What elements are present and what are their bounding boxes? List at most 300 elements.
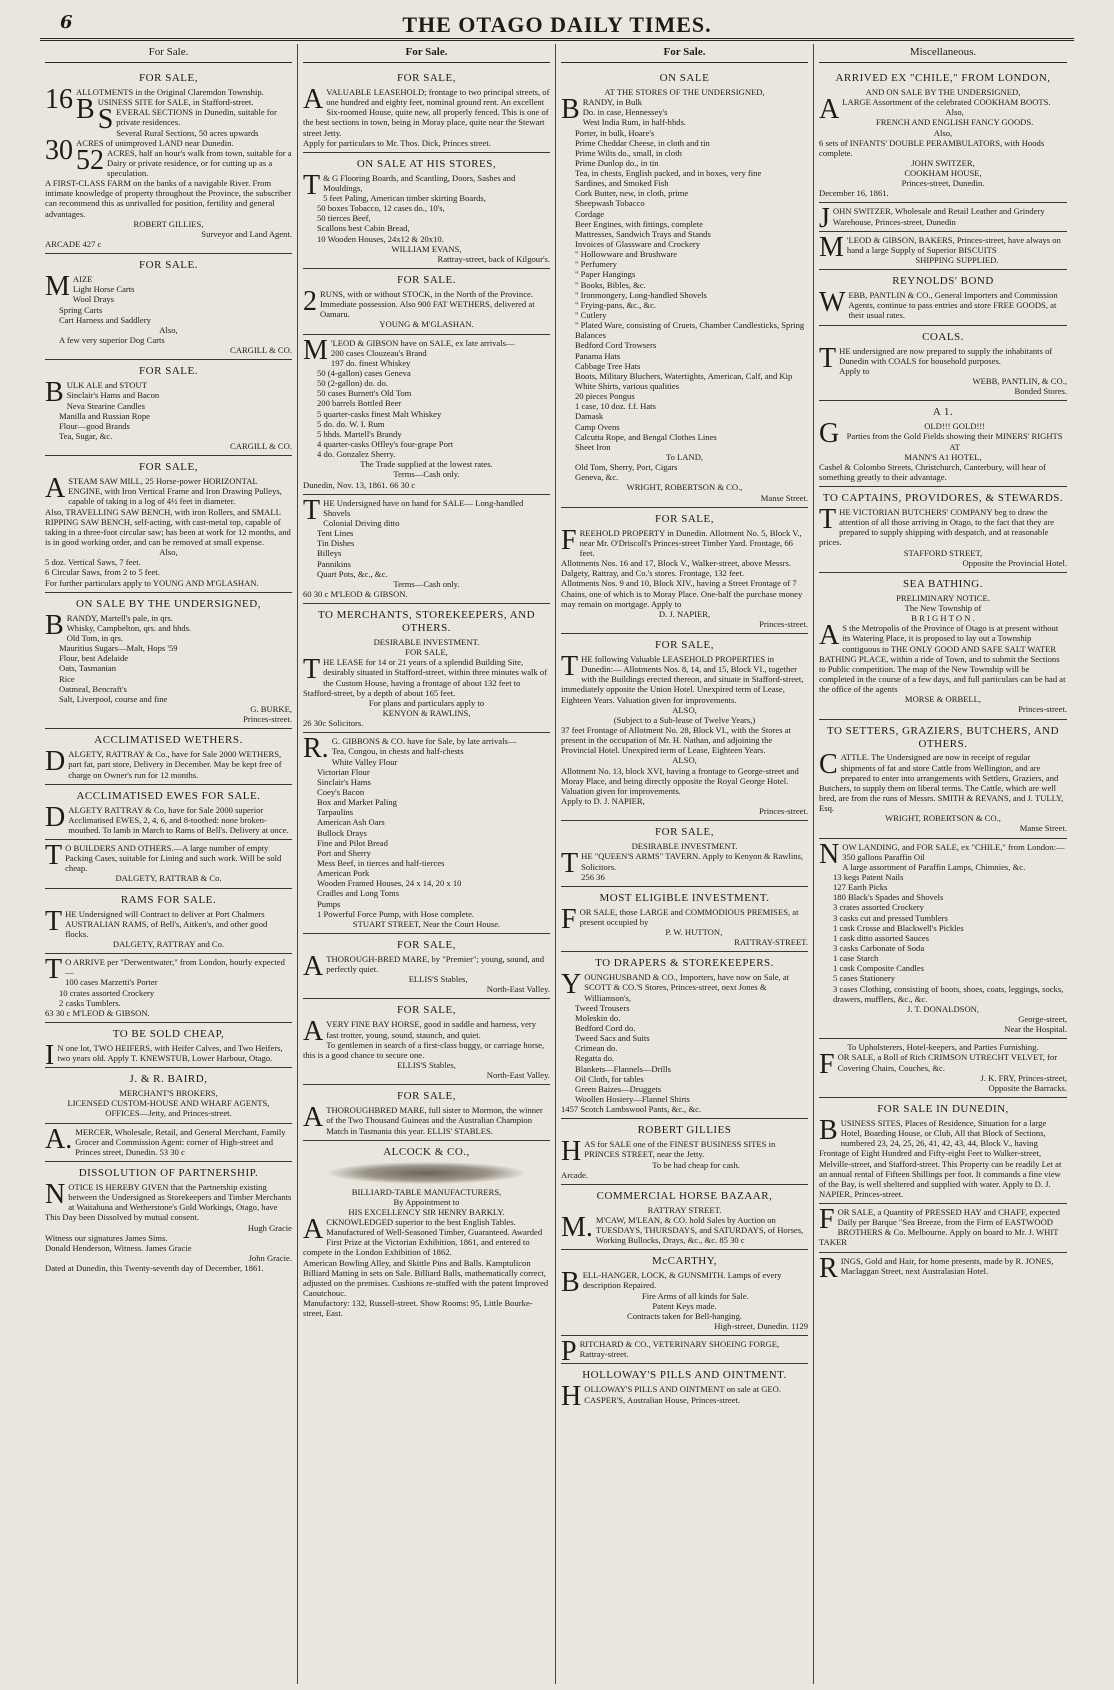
drop-cap: N [819, 838, 840, 870]
ad-line: 16 ALLOTMENTS in the Original Claremdon Township. [45, 83, 264, 115]
ad-line: ELLIS'S Stables, [408, 974, 468, 985]
drop-cap: B [561, 94, 580, 126]
advertisement [819, 401, 1067, 487]
ad-line: Damask [575, 411, 604, 422]
ad-line: Sinclair's Hams and Bacon [66, 390, 160, 401]
ad-line: Quart Pots, &c., &c. [317, 568, 388, 579]
ad-line: BRANDY, Martell's pale, in qrs. [45, 609, 173, 641]
ad-line: Whisky, Campbelton, qrs. and hhds. [66, 622, 192, 633]
ad-line: Flour—good Brands [59, 420, 130, 431]
drop-cap: Y [561, 969, 582, 1001]
ad-line: 30 ACRES of unimproved LAND near Dunedin. [45, 134, 234, 166]
ad-line: Tweed Sacs and Suits [575, 1033, 650, 1044]
ad-line: Spring Carts [59, 304, 103, 315]
advertisement [303, 269, 550, 335]
ad-line: Neva Stearine Candles [66, 400, 145, 411]
ad-line: Cordage [575, 208, 605, 219]
ad-line: Bonded Stores. [1014, 386, 1067, 397]
ad-line: DESIRABLE INVESTMENT. [631, 841, 738, 852]
ad-line: Cradles and Long Toms [317, 888, 400, 899]
ad-line: Panama Hats [575, 350, 621, 361]
ad-line: Wool Drays [72, 294, 114, 305]
ad-line: Tweed Trousers [575, 1002, 630, 1013]
ad-line: (Subject to a Sub-lease of Twelve Years,) [613, 714, 756, 725]
ad-line: Flour, best Adelaide [59, 653, 129, 664]
ad-title: ROBERT GILLIES [637, 1124, 732, 1137]
drop-cap: B [76, 94, 95, 126]
column-3 [556, 44, 814, 1684]
ad-title: McCARTHY, [651, 1255, 718, 1268]
ad-line: Cashel & Colombo Streets, Christchurch, Canterbury, will hear of something greatly to their advantage. [819, 461, 1046, 482]
advertisement [819, 1204, 1067, 1253]
ad-line: 50 (2-gallon) do. do. [317, 378, 388, 389]
ad-line: 3 cases Clothing, consisting of boots, shoes, coats, leggings, socks, drawers, mufflers, &c., &c. [833, 983, 1064, 1004]
ad-line: NOW LANDING, and FOR SALE, ex "CHILE," from London:— [819, 838, 1065, 870]
drop-cap: T [303, 654, 321, 686]
ad-line: Apply for particulars to Mr. Thos. Dick, Princes street. [303, 137, 491, 148]
ad-line: DALGETY, RATTRAB & Co. [115, 873, 222, 884]
drop-cap: G [819, 418, 840, 450]
ad-line: HOLLOWAY'S PILLS AND OINTMENT on sale at GEO. CASPER'S, Australian House, Princes-street. [561, 1381, 782, 1413]
drop-cap: A [303, 83, 324, 115]
drop-cap: T [303, 494, 321, 526]
ad-line: HIS EXCELLENCY SIR HENRY BARKLY. [348, 1206, 505, 1217]
ad-line: BULK ALE and STOUT [45, 377, 147, 409]
ad-line: A few very superior Dog Carts [59, 335, 165, 345]
ad-line: A FIRST-CLASS FARM on the banks of a navigable River. From intimate knowledge of property throughout the Province, the subscriber can recommend this as unrivalled for position, fertility and general advantages. [45, 178, 292, 219]
ad-line: JOHN SWITZER, Wholesale and Retail Leather and Grindery Warehouse, Princes-street, Dunedin [819, 203, 1045, 235]
drop-cap: R. [303, 733, 329, 765]
advertisement [303, 934, 550, 1000]
drop-cap: F [561, 903, 577, 935]
ad-line: A VERY FINE BAY HORSE, good in saddle and harness, very fast trotter, young, sound, staunch, and quiet. [303, 1016, 537, 1048]
ad-line: RATTRAY STREET. [647, 1204, 722, 1215]
ad-line: 26 30c Solicitors. [303, 718, 364, 729]
ad-line: Apply to D. J. NAPIER, [561, 796, 645, 807]
ad-line: " Frying-pans, &c., &c. [575, 299, 657, 310]
drop-cap: J [819, 203, 830, 235]
ad-line: Prime Dunlop do., in tin [575, 157, 659, 168]
ad-line: 50 cases Burnett's Old Tom [317, 388, 412, 399]
advertisement [45, 889, 292, 955]
column-header: For Sale. [45, 44, 292, 63]
drop-cap: B [45, 377, 64, 409]
drop-cap: I [45, 1039, 55, 1071]
ad-line: To LAND, [665, 452, 704, 462]
ad-line: " Cutlery [575, 310, 607, 321]
ad-line: Old Tom, Sherry, Port, Cigars [575, 462, 678, 473]
ad-line: Pumps [317, 898, 341, 909]
ad-line: AT THE STORES OF THE UNDERSIGNED, [604, 86, 765, 97]
advertisement [45, 593, 292, 730]
ad-line: By Appointment to [393, 1196, 460, 1207]
drop-cap: 30 [45, 134, 73, 166]
ad-line: BILLIARD-TABLE MANUFACTURERS, [351, 1186, 502, 1197]
ad-line: Green Baizes—Druggets [575, 1083, 662, 1094]
ad-line: I N one lot, TWO HEIFERS, with Heifer Calves, and Two Heifers, two years old. Apply T. KNEWSTUB, Lower Harbour, Otago. [45, 1039, 283, 1071]
advertisement [819, 1252, 1067, 1284]
ad-line: WEBB, PANTLIN & CO., General Importers and Commission Agents, continue to pass entries and store FREE GOODS, at their usual rates. [819, 287, 1058, 321]
ad-line: 50 boxes Tobacco, 12 cases do., 10's, [317, 203, 445, 214]
ad-line: 197 do. finest Whiskey [330, 357, 411, 368]
ad-line: 200 barrels Bottled Beer [317, 398, 402, 409]
ad-title: FOR SALE IN DUNEDIN, [877, 1102, 1009, 1115]
ad-title: FOR SALE. [397, 274, 456, 287]
ad-title: TO SETTERS, GRAZIERS, BUTCHERS, AND OTHERS. [826, 724, 1060, 750]
ad-line: BUSINESS SITES, Places of Residence, Situation for a large Hotel, Boarding House, or Club, All that Block of Sections, numbered 23, 24, 25, 26, 41, 42, 43, 44, Block V., having Frontage of Eight Hundred and Fifty-eight Feet to Walker-street, Melville-street, and Stafford-street. This Property can be readily Let at an annual rental of Fifteen Shillings per foot. It commands a fine view of the Bay, is well sheltered and supplied with water. Apply to D. J. NAPIER, Princes-street. [819, 1114, 1062, 1199]
drop-cap: N [45, 1179, 66, 1211]
ad-line: THE LEASE for 14 or 21 years of a splendid Building Site, desirably situated in Stafford-street, within three minutes walk of the Custom House, having a frontage of about 132 feet to Stafford-street, by a depth of about 165 feet. [303, 654, 548, 698]
ad-title: FOR SALE, [655, 639, 714, 652]
newspaper-title: THE OTAGO DAILY TIMES. [402, 12, 712, 37]
advertisement [45, 456, 292, 593]
ad-line: Geneva, &c. [575, 472, 619, 483]
ad-line: White Shirts, various qualities [575, 381, 680, 392]
column-header: Miscellaneous. [819, 44, 1067, 63]
ad-line: M. M'CAW, M'LEAN, & CO. hold Sales by Auction on TUESDAYS, THURSDAYS, and SATURDAYS, of Horses, Working Bullocks, Drays, &c., &c. 85 30 c [561, 1211, 804, 1246]
drop-cap: F [819, 1049, 835, 1081]
ad-line: CATTLE. The Undersigned are now in receipt of regular shipments of fat and store Cattle from Wellington, and are prepared to enter into arrangements with Settlers, Graziers, and Butchers, to supply them on liberal terms. The Cattle, which are well bred, are from the runs of Messrs. SMITH & REVANS, and J. TULLY, Esq. [819, 749, 1064, 814]
drop-cap: T [45, 905, 63, 937]
column-2 [298, 44, 556, 1684]
ad-line: STAFFORD STREET, [903, 547, 983, 558]
ad-line: LICENSED CUSTOM-HOUSE AND WHARF AGENTS, [67, 1098, 270, 1109]
ad-line: BRANDY, in Bulk [561, 94, 642, 126]
ad-line: Also, [945, 107, 964, 118]
ad-title: COALS. [922, 330, 964, 343]
drop-cap: T [561, 651, 579, 683]
ad-line: Calcutta Rope, and Bengal Clothes Lines [575, 431, 717, 442]
ad-line: 60 30 c M'LEOD & GIBSON. [303, 588, 408, 599]
ad-line: Manufactory: 132, Russell-street. Show Rooms: 95, Little Bourke-street, East. [303, 1298, 533, 1319]
ad-line: THE Undersigned have on hand for SALE— Long-handled Shovels [303, 494, 524, 526]
ad-line: John Gracie. [248, 1253, 292, 1263]
ad-title: REYNOLDS' BOND [892, 275, 994, 288]
drop-cap: H [561, 1136, 582, 1168]
ad-line: Bedford Cord do. [575, 1023, 636, 1034]
drop-cap: C [819, 749, 838, 781]
ad-line: Allotments Nos. 16 and 17, Block V., Walker-street, above Messrs. Dalgety, Rattray, and Co.'s stores. Frontage, 132 feet. [561, 558, 791, 579]
ad-line: AND ON SALE BY THE UNDERSIGNED, [865, 86, 1021, 97]
ad-line: HAS for SALE one of the FINEST BUSINESS SITES in PRINCES STREET, near the Jetty. [561, 1136, 776, 1168]
advertisement [45, 67, 292, 254]
ad-line: THE "QUEEN'S ARMS" TAVERN. Apply to Kenyon & Rawlins, Solicitors. [561, 848, 804, 880]
ad-line: To Upholsterers, Hotel-keepers, and Parties Furnishing. [847, 1042, 1039, 1053]
ad-line: M 'LEOD & GIBSON, BAKERS, Princes-street, have always on hand a large Supply of Superior BISCUITS [819, 231, 1061, 263]
ad-line: PRITCHARD & CO., VETERINARY SHOEING FORGE, Rattray-street. [561, 1336, 780, 1368]
ad-line: Tin Dishes [317, 538, 355, 549]
ad-line: Sardines, and Smoked Fish [575, 178, 669, 189]
ad-line: Donald Henderson, Witness. James Gracie [45, 1242, 192, 1253]
advertisement [303, 335, 550, 495]
ad-line: Oil Cloth, for tables [575, 1073, 644, 1084]
ad-line: THE Undersigned will Contract to deliver at Port Chalmers AUSTRALIAN RAMS, of Bell's, Aitken's, and other good flocks. [45, 905, 268, 939]
ad-line: T O BUILDERS AND OTHERS.—A large number of empty Packing Cases, suitable for Lining and such work. Will be sold cheap. [45, 840, 282, 874]
ad-line: MANN'S A1 HOTEL, [904, 451, 982, 462]
ad-line: 5 hhds. Martell's Brandy [317, 428, 402, 439]
drop-cap: F [561, 524, 577, 556]
ad-title: FOR SALE, [397, 1090, 456, 1103]
ad-line: 1457 Scotch Lambswool Pants, &c., &c. [561, 1104, 702, 1115]
ad-line: Tea, Congou, in chests and half-chests [331, 746, 464, 757]
ad-line: 5 feet Paling, American timber skirting Boards, [323, 193, 486, 204]
ad-line: 1 case, 10 doz. f.f. Hats [575, 401, 656, 412]
ad-line: 5 do. do. W. I. Rum [317, 418, 385, 429]
ad-line: Tent Lines [317, 528, 354, 539]
ad-line: Regatta do. [575, 1053, 615, 1064]
ad-line: December 16, 1861. [819, 188, 889, 199]
ad-line: 180 Black's Spades and Shovels [833, 892, 944, 903]
ad-line: YOUNG & M'GLASHAN. [379, 319, 474, 330]
advertisement [45, 1023, 292, 1071]
ad-line: Prime Wilts do., small, in cloth [575, 147, 682, 158]
ad-line: DALGETY RATTRAY & Co, have for Sale 2000 superior Acclimatised EWES, 2, 4, 6, and 8-toothed: none broken-mouthed. To lamb in March to Rams of Bell's. Delivery at once. [45, 801, 289, 835]
ad-line: A THOROUGH-BRED MARE, by "Premier"; young, sound, and perfectly quiet. [303, 950, 545, 982]
advertisement [303, 999, 550, 1085]
advertisement [819, 487, 1067, 573]
ad-line: Princes-street, Dunedin. [901, 178, 985, 189]
ad-line: T O ARRIVE per "Derwentwater," from London, hourly expected— [45, 954, 285, 986]
ad-line: Woollen Hosiery—Flannel Shirts [575, 1094, 690, 1105]
advertisement [819, 67, 1067, 204]
ad-line: 4 do. Gonzalez Sherry. [317, 449, 396, 460]
ad-line: THE following Valuable LEASEHOLD PROPERTIES in Dunedin:— Allotments Nos. 8, 14, and 15, Block VI., together with the Buildings erected thereon, and situate in Stafford-street, immediately opposite the Union Hotel. Unexpired term of Lease, Eighteen Years. Valuation given for improvements. [561, 651, 804, 705]
ad-line: Manse Street. [760, 492, 808, 503]
drop-cap: S [97, 104, 114, 136]
advertisement [561, 1119, 808, 1185]
ad-line: Moleskin do. [575, 1012, 621, 1023]
ad-line: Dunedin, Nov. 13, 1861. 66 30 c [303, 479, 416, 490]
ad-line: Princes-street. [759, 806, 808, 817]
ad-line: Cork Butter, new, in cloth, prime [575, 188, 689, 199]
ad-title: FOR SALE. [139, 259, 198, 272]
ad-line: JOHN SWITZER, [911, 157, 975, 168]
ad-line: A S the Metropolis of the Province of Otago is at present without its Watering Place, it is proposed to lay out a Township contiguous to THE ONLY GOOD AND SAFE SALT WATER BATHING PLACE, within a ride of Town, and to submit the Sections to Public competition. The map of the New Township will be completed in the course of a few days, and full particulars can be had at the office of the agents [819, 620, 1066, 695]
ad-line: 2 RUNS, with or without STOCK, in the North of the Province. Immediate possession. Also 900 FAT WETHERS, delivered at Oamaru. [303, 285, 535, 320]
ad-title: FOR SALE, [397, 71, 456, 84]
ad-line: Sheepwash Tobacco [575, 198, 645, 209]
advertisement [561, 1364, 808, 1413]
ad-line: WRIGHT, ROBERTSON & CO., [626, 482, 743, 493]
ad-line: " Books, Bibles, &c. [575, 279, 646, 290]
ad-line: WRIGHT, ROBERTSON & CO., [885, 813, 1001, 824]
drop-cap: A [819, 94, 840, 126]
drop-cap: 2 [303, 285, 317, 317]
column-4 [814, 44, 1072, 1684]
ad-line: 5 doz. Vertical Saws, 7 feet. [45, 557, 141, 568]
ad-line: FOR SALE, a Quantity of PRESSED HAY and CHAFF, expected Daily per Barque "Sea Breeze, from the Firm of EASTWOOD BROTHERS & Co. Melbourne. Apply on board to Mr. J. WHIT TAKER [819, 1204, 1060, 1248]
ad-title: TO MERCHANTS, STOREKEEPERS, AND OTHERS. [317, 609, 536, 635]
ad-line: ACKNOWLEDGED superior to the best English Tables. Manufactured of Well-Seasoned Timber, Guaranteed. Awarded First Prize at the Victorian Exhibition, 1861, and entered to compete in the London Exhibition of 1862. [303, 1214, 543, 1258]
ad-line: Near the Hospital. [1004, 1024, 1067, 1035]
advertisement [819, 839, 1067, 1040]
ad-line: 6 Circular Saws, from 2 to 5 feet. [45, 567, 160, 578]
ad-line: Tarpaulins [317, 807, 354, 818]
ad-line: Bedford Cord Trowsers [575, 340, 657, 351]
ad-line: Parties from the Gold Fields showing their MINERS' RIGHTS [846, 431, 1063, 442]
ad-line: American Pork [317, 868, 370, 879]
ad-line: R. G. GIBBONS & CO. have for Sale, by late arrivals— [303, 733, 517, 765]
ad-line: Dated at Dunedin, this Twenty-seventh day of December, 1861. [45, 1263, 264, 1274]
ad-line: To be had cheap for cash. [652, 1159, 740, 1170]
ad-line: Box and Market Paling [317, 797, 397, 808]
ad-title: DISSOLUTION OF PARTNERSHIP. [78, 1167, 259, 1180]
ad-line: KENYON & RAWLINS, [382, 707, 471, 718]
drop-cap: A [303, 1016, 324, 1048]
ad-line: 63 30 c M'LEOD & GIBSON. [45, 1007, 150, 1018]
ad-line: FOR SALE, those LARGE and COMMODIOUS PREMISES, at present occupied by [561, 903, 799, 935]
advertisement [45, 840, 292, 889]
ad-line: American Ash Oars [317, 817, 385, 828]
column-header: For Sale. [561, 44, 808, 63]
ad-line: " Hollowware and Brushware [575, 249, 678, 260]
drop-cap: T [45, 840, 63, 872]
ad-line: Salt, Liverpool, course and fine [59, 693, 168, 704]
ad-line: T & G Flooring Boards, and Scantling, Doors, Sashes and Mouldings, [303, 169, 516, 201]
ad-line: J. K. FRY, Princes-street, [980, 1072, 1067, 1083]
ad-line: Mauritius Sugars—Malt, Hops '59 [59, 643, 178, 654]
ad-line: Camp Ovens [575, 421, 620, 432]
ad-title: FOR SALE, [655, 512, 714, 525]
ad-line: DESIRABLE INVESTMENT. [373, 637, 480, 647]
ad-line: Porter, in bulk, Hoare's [575, 127, 655, 138]
ad-title: HOLLOWAY'S PILLS AND OINTMENT. [582, 1369, 787, 1382]
ad-line: Port and Sherry [317, 847, 371, 858]
ad-line: For plans and particulars apply to [368, 697, 485, 708]
ad-line: FRENCH AND ENGLISH FANCY GOODS. [875, 117, 1034, 128]
ad-line: A VALUABLE LEASEHOLD; frontage to two principal streets, of one hundred and eighty feet, nominal ground rent. An excellent Six-roomed House, quite new, all properly fenced. This is one of the best sections in town, being in Moray place, quite near the Stewart street Jetty. [303, 83, 550, 138]
advertisement [303, 1085, 550, 1140]
ad-line: Hugh Gracie [247, 1222, 292, 1233]
ad-line: NOTICE IS HEREBY GIVEN that the Partnership existing between the Undersigned as Storekeepers and Timber Merchants at Waitahuna and Wetherstone's Gold Workings, Otago, have This Day been Dissolved by mutual consent. [45, 1179, 292, 1223]
ad-line: Also, [159, 547, 178, 558]
ad-line: 10 Wooden Houses, 24x12 & 20x10. [317, 233, 444, 244]
ad-title: ACCLIMATISED WETHERS. [94, 734, 243, 747]
ad-line: 3 casks Carbonate of Soda [833, 943, 925, 953]
advertisement [819, 326, 1067, 402]
advertisement [303, 495, 550, 604]
drop-cap: M [303, 334, 328, 366]
ad-line: 52 ACRES, half an hour's walk from town, suitable for a Dairy or private residence, or for cutting up as a speculation. [76, 144, 292, 179]
ad-title: J. & R. BAIRD, [129, 1073, 208, 1086]
advertisement [45, 254, 292, 360]
drop-cap: T [561, 848, 579, 880]
ad-line: 1 cask Crosse and Blackwell's Pickles [833, 922, 964, 933]
ad-line: North-East Valley. [486, 1070, 550, 1081]
ad-line: Manse Street. [1019, 823, 1067, 834]
ad-line: Opposite the Provincial Hotel. [962, 557, 1067, 568]
ad-line: Also, [933, 127, 953, 138]
drop-cap: A [819, 620, 840, 652]
ad-line: Fine and Pilot Bread [317, 837, 388, 848]
advertisement [45, 785, 292, 840]
drop-cap: B [45, 609, 64, 641]
column-header: For Sale. [303, 44, 550, 63]
drop-cap: H [561, 1381, 582, 1413]
page-number: 6 [60, 12, 73, 33]
ad-line: Pannikins [317, 558, 351, 569]
ad-line: Arcade. [561, 1169, 588, 1180]
ad-line: Victorian Flour [317, 766, 370, 777]
ad-title: A 1. [932, 406, 954, 419]
ad-line: Wooden Framed Houses, 24 x 14, 20 x 10 [317, 878, 462, 889]
ad-line: George-street, [1018, 1013, 1067, 1024]
ad-line: Light Horse Carts [72, 284, 135, 295]
ad-line: 350 gallons Paraffin Oil [842, 851, 925, 862]
drop-cap: A [303, 1102, 324, 1134]
drop-cap: D [45, 801, 66, 833]
drop-cap: M [819, 231, 844, 263]
drop-cap: W [819, 287, 846, 319]
ad-line: Billeys [317, 548, 342, 559]
ad-line: Surveyor and Land Agent. [201, 228, 292, 239]
drop-cap: R [819, 1252, 838, 1284]
drop-cap: A [303, 950, 324, 982]
ad-line: MAIZE [45, 271, 93, 303]
ad-line: ALSO, [672, 755, 697, 766]
advertisement [561, 634, 808, 821]
ad-line: White Valley Flour [331, 756, 398, 767]
ad-title: ARRIVED EX "CHILE," FROM LONDON, [835, 71, 1051, 84]
ad-line: 50 tierces Beef, [317, 213, 371, 224]
ad-line: Tea, Sugar, &c. [59, 430, 113, 441]
ad-title: ACCLIMATISED EWES FOR SALE. [76, 789, 261, 802]
ad-line: SEVERAL SECTIONS in Dunedin, suitable for private residences. [97, 104, 277, 136]
ad-line: To gentlemen in search of a first-class buggy, or carriage horse, this is a good chance to secure one. [303, 1039, 545, 1060]
ad-line: Princes-street. [1018, 704, 1067, 715]
advertisement [561, 67, 808, 508]
advertisement [303, 733, 550, 934]
advertisement [45, 1162, 292, 1277]
ad-line: 3 crates assorted Crockery [833, 902, 924, 913]
ad-line: Rice [59, 673, 75, 684]
ad-line: 256 36 [581, 871, 605, 882]
drop-cap: F [819, 1204, 835, 1236]
ad-line: BUSINESS SITE for SALE, in Stafford-street. [76, 94, 254, 126]
advertisement [303, 153, 550, 269]
drop-cap: 16 [45, 83, 73, 115]
advertisement [819, 1098, 1067, 1204]
ad-title: COMMERCIAL HORSE BAZAAR, [596, 1189, 773, 1202]
ad-line: Sheet Iron [575, 441, 611, 452]
ad-line: 1 cask ditto assorted Sauces [833, 932, 929, 943]
ad-title: FOR SALE, [397, 1004, 456, 1017]
ad-line: " Plated Ware, consisting of Cruets, Chamber Candlesticks, Spring Balances [575, 320, 805, 341]
ad-line: FREEHOLD PROPERTY in Dunedin. Allotment No. 5, Block V., near Mr. O'Driscoll's Princes-street Timber Yard. Frontage, 66 feet. [561, 524, 802, 558]
ad-line: CARGILL & CO. [230, 441, 292, 452]
ad-line: D. J. NAPIER, [658, 608, 711, 619]
ad-line: 13 kegs Patent Nails [833, 872, 904, 883]
ad-title: ON SALE BY THE UNDERSIGNED, [76, 597, 261, 610]
advertisement [45, 729, 292, 784]
ad-line: ALSO, [672, 704, 697, 715]
ad-line: Witness our signatures James Sims. [45, 1232, 168, 1243]
ad-line: WEBB, PANTLIN, & CO., [972, 375, 1067, 386]
ad-line: Cabbage Tree Hats [575, 360, 641, 371]
ad-line: COOKHAM HOUSE, [904, 168, 982, 179]
ad-line: 2 casks Tumblers. [59, 997, 121, 1008]
ad-line: Boots, Military Bluchers, Watertights, American, Calf, and Kip [575, 370, 793, 381]
ad-line: RINGS, Gold and Hair, for home presents, made by R. JONES, Maclaggan Street, next Australasian Hotel. [819, 1252, 1054, 1284]
ad-line: Blankets—Flannels—Drills [575, 1063, 671, 1074]
ad-title: ON SALE [659, 71, 710, 84]
ad-line: Coey's Bacon [317, 786, 365, 797]
ad-line: Oats, Tasmanian [59, 663, 116, 674]
ad-line: Fire Arms of all kinds for Sale. [641, 1290, 749, 1301]
ad-line: Cart Harness and Saddlery [59, 314, 151, 325]
ad-line: G OLD!!! GOLD!!! [819, 418, 986, 450]
advertisement [819, 573, 1067, 720]
